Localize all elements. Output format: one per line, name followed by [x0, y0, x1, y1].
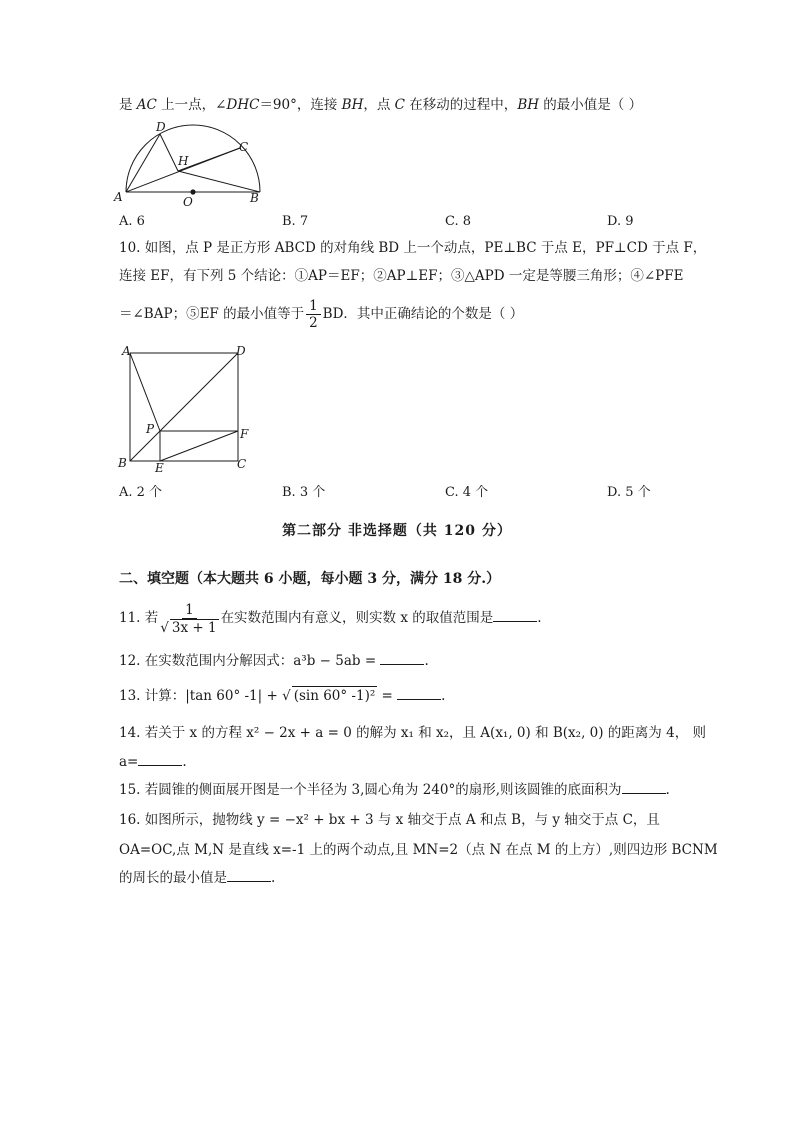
- q16-end: .: [271, 870, 276, 886]
- q16-line-2: OA=OC,点 M,N 是直线 x=-1 上的两个动点,且 MN=2（点 N 在点 M 的上方）,则四边形 BCNM: [119, 842, 718, 858]
- q10-square-figure: [112, 340, 262, 476]
- q15-text: 15. 若圆锥的侧面展开图是一个半径为 3,圆心角为 240°的扇形,则该圆锥的底面积为: [119, 782, 622, 798]
- q9-label-h: H: [178, 154, 189, 168]
- q9-seg: AC: [136, 97, 157, 113]
- q14-end: .: [182, 754, 187, 770]
- q9-option-b[interactable]: B. 7: [282, 214, 309, 229]
- q14-line-2: [119, 753, 187, 771]
- q11-end: .: [537, 610, 542, 626]
- q10-label-c: C: [237, 457, 247, 471]
- q11-prefix: 11. 若: [119, 610, 159, 626]
- q10-line-1: 10. 如图，点 P 是正方形 ABCD 的对角线 BD 上一个动点，PE⊥BC 于点 E，PF⊥CD 于点 F，: [119, 240, 707, 256]
- q10-line-3b: BD．其中正确结论的个数是（ ）: [322, 306, 524, 322]
- q14-answer-blank[interactable]: [138, 753, 182, 766]
- q11-fraction: [160, 602, 218, 636]
- q10-label-a: A: [122, 344, 131, 358]
- q16-text: 的周长的最小值是: [119, 870, 227, 886]
- q12-answer-blank[interactable]: [380, 652, 424, 665]
- q11-text: 在实数范围内有意义，则实数 x 的取值范围是: [220, 610, 494, 626]
- q13-end: .: [441, 688, 446, 704]
- q10-line-3: [119, 298, 523, 331]
- q12: [119, 652, 429, 670]
- q9-option-a[interactable]: A. 6: [119, 214, 145, 229]
- section-2-title: 二、填空题（本大题共 6 小题，每小题 3 分，满分 18 分.）: [119, 571, 501, 587]
- q9-label-o: O: [183, 195, 193, 209]
- q10-label-b: B: [118, 456, 127, 470]
- q10-option-c[interactable]: C. 4 个: [445, 485, 489, 500]
- q9-seg: DHC: [226, 97, 260, 113]
- q16-answer-blank[interactable]: [227, 869, 271, 882]
- q13-eq: =: [377, 688, 393, 704]
- q11-frac-den-wrap: √ 3x + 1: [160, 619, 217, 636]
- q16-line-3: [119, 869, 275, 887]
- q13: 13. 计算：|tan 60° -1| + √ (sin 60° -1)² = .: [119, 688, 446, 704]
- q10-label-p: P: [146, 422, 155, 436]
- q9-semicircle-figure: [112, 118, 272, 210]
- q10-fraction: [306, 298, 321, 331]
- q10-label-f: F: [240, 427, 249, 441]
- q15-answer-blank[interactable]: [622, 781, 666, 794]
- q9-seg: ，点: [363, 97, 395, 113]
- q9-seg: ＝90°，连接: [259, 97, 342, 113]
- q15: [119, 781, 670, 799]
- q9-seg: 是: [119, 97, 137, 113]
- q10-frac-den: 2: [309, 315, 318, 331]
- q13-text: 13. 计算：|tan 60° -1| +: [119, 688, 283, 704]
- q12-text: 12. 在实数范围内分解因式：a³b − 5ab =: [119, 653, 377, 669]
- q11-answer-blank[interactable]: [493, 609, 537, 622]
- q13-answer-blank[interactable]: [397, 687, 441, 700]
- q12-end: .: [424, 653, 429, 669]
- q9-seg: BH: [341, 97, 364, 113]
- q10-line-3a: ＝∠BAP；⑤EF 的最小值等于: [119, 306, 305, 322]
- q9-seg: 在移动的过程中，: [405, 97, 518, 113]
- q9-label-d: D: [156, 120, 166, 134]
- q9-seg: BH: [517, 97, 540, 113]
- q9-seg: 上一点，∠: [156, 97, 227, 113]
- q11-frac-den: 3x + 1: [171, 619, 217, 636]
- q10-option-b[interactable]: B. 3 个: [282, 485, 326, 500]
- q9-label-a: A: [114, 190, 123, 204]
- q10-option-d[interactable]: D. 5 个: [607, 485, 651, 500]
- q16-line-1: 16. 如图所示，抛物线 y = −x² + bx + 3 与 x 轴交于点 A 和点 B，与 y 轴交于点 C，且: [119, 812, 660, 828]
- q9-text: [119, 96, 642, 114]
- q10-line-2: 连接 EF，有下列 5 个结论：①AP＝EF；②AP⊥EF；③△APD 一定是等腰三角形；④∠PFE: [119, 268, 684, 284]
- q10-label-d: D: [236, 344, 246, 358]
- q9-label-c: C: [239, 140, 249, 154]
- q10-option-a[interactable]: A. 2 个: [119, 485, 163, 500]
- q9-seg: C: [394, 97, 406, 113]
- q9-option-c[interactable]: C. 8: [445, 214, 472, 229]
- q9-label-b: B: [250, 191, 259, 205]
- q10-frac-num: 1: [306, 298, 321, 315]
- q9-seg: 的最小值是（ ）: [539, 97, 643, 113]
- q10-label-e: E: [155, 461, 164, 475]
- q9-option-d[interactable]: D. 9: [607, 214, 634, 229]
- q14-line-1: 14. 若关于 x 的方程 x² − 2x + a = 0 的解为 x₁ 和 x₂，且 A(x₁, 0) 和 B(x₂, 0) 的距离为 4， 则: [119, 725, 706, 741]
- q15-end: .: [665, 782, 670, 798]
- q13-radicand: (sin 60° -1)²: [293, 688, 376, 704]
- q11-frac-num: 1: [182, 602, 197, 619]
- q11: [119, 598, 542, 638]
- part-2-title: 第二部分 非选择题（共 120 分）: [282, 523, 512, 539]
- q14-a-label: a=: [119, 754, 139, 770]
